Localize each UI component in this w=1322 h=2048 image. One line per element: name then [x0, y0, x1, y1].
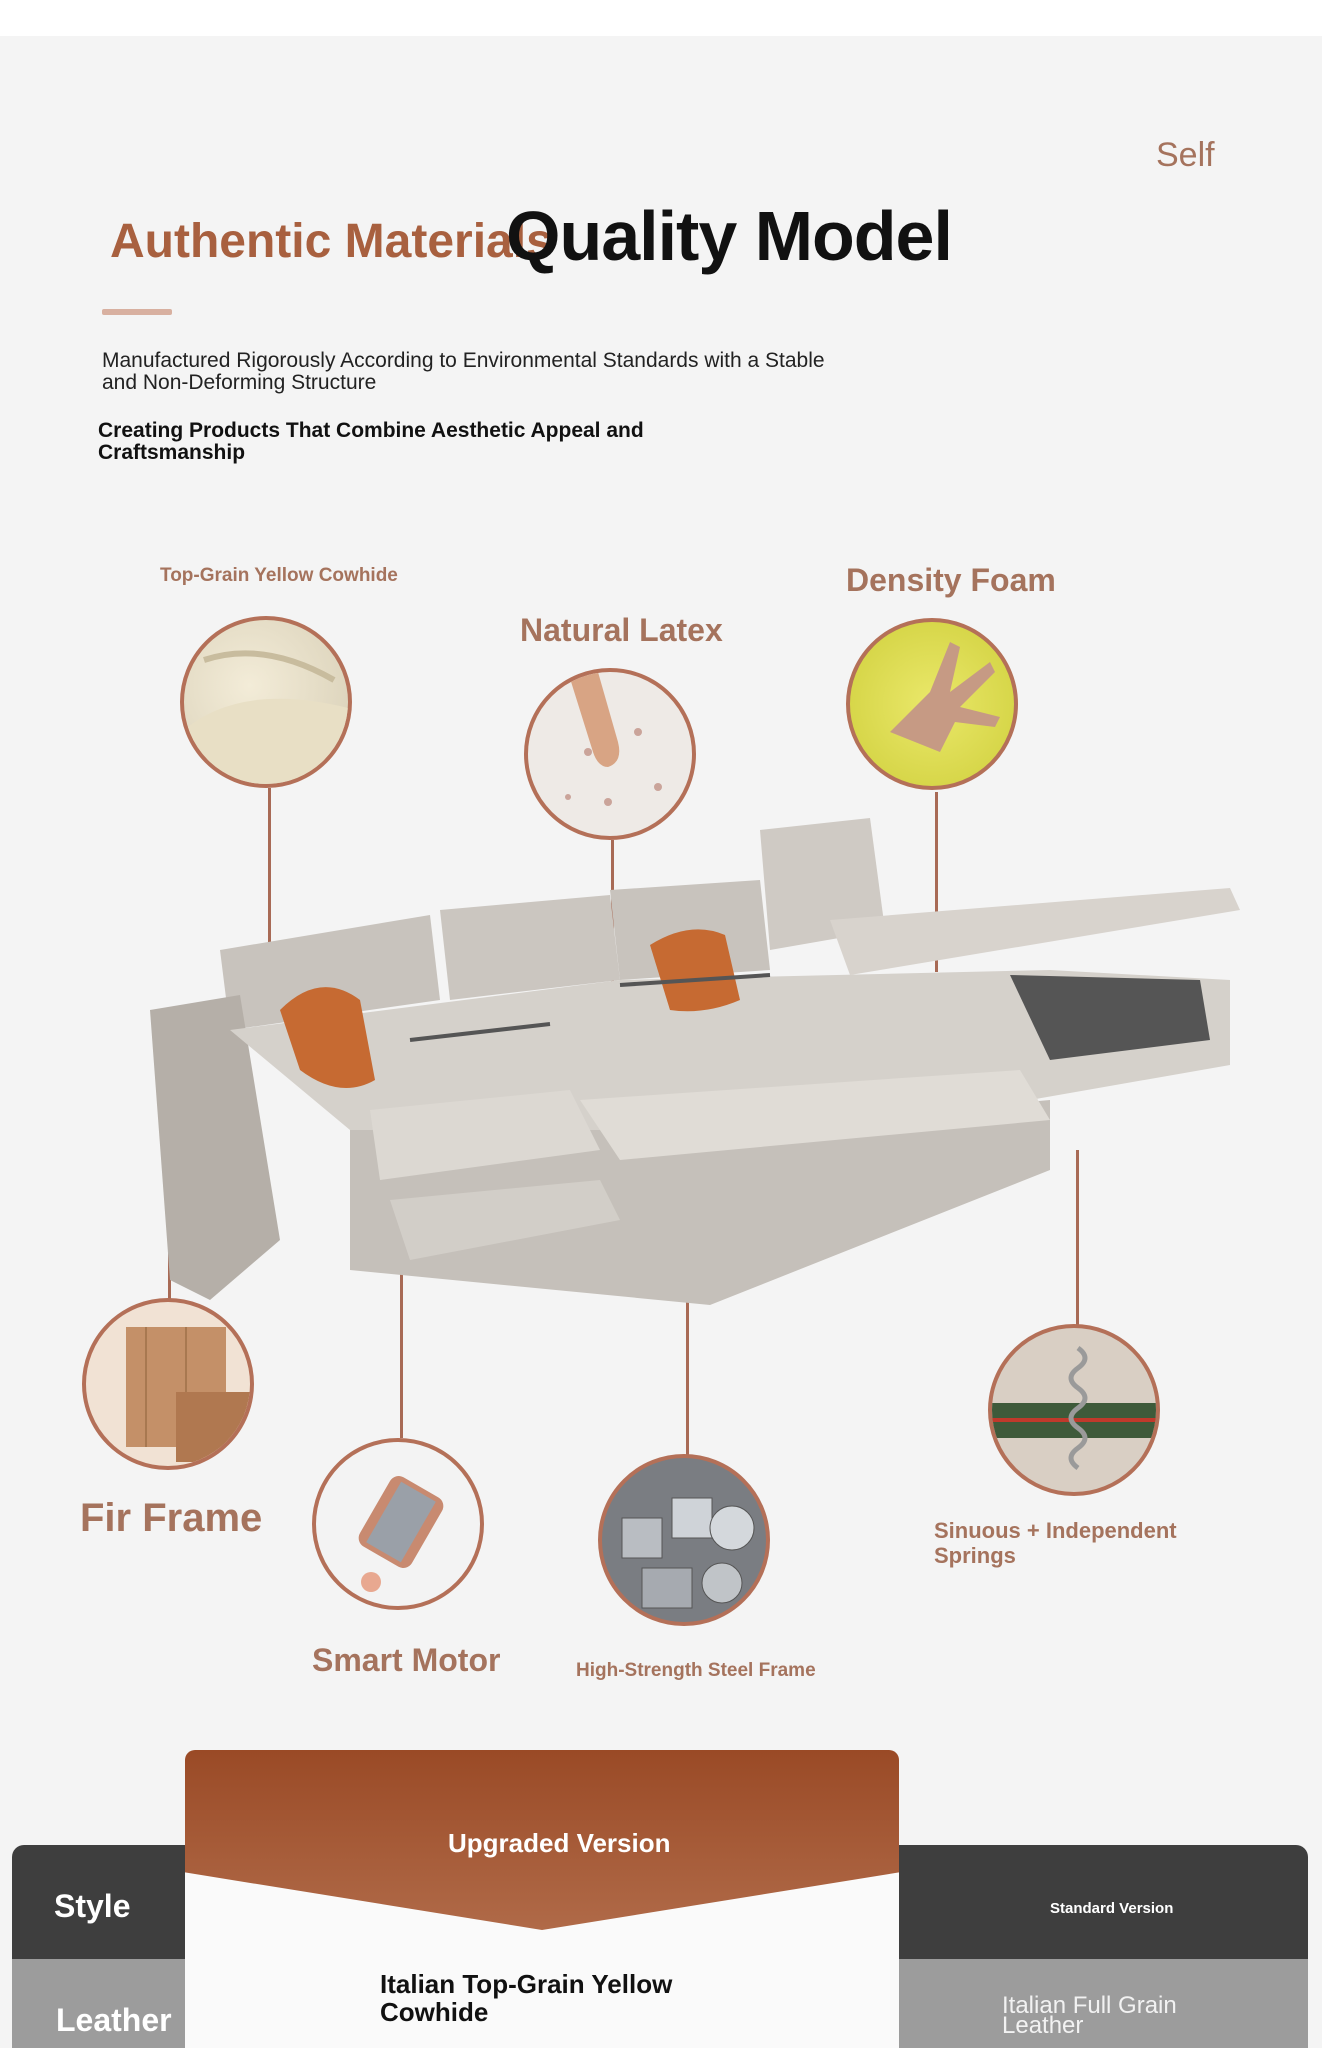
standard-version-header: Standard Version	[1050, 1900, 1174, 1917]
label-latex: Natural Latex	[520, 612, 723, 648]
label-fir-frame: Fir Frame	[80, 1496, 263, 1540]
steel-tubes-icon	[598, 1454, 770, 1626]
upgraded-version-header: Upgraded Version	[448, 1828, 671, 1858]
sofa-illustration	[150, 800, 1250, 1320]
wood-frame-icon	[82, 1298, 254, 1470]
page-title-right: Quality Model	[506, 197, 952, 275]
label-density-foam: Density Foam	[846, 562, 1056, 598]
springs-icon	[988, 1324, 1160, 1496]
row-label-leather: Leather	[56, 2002, 172, 2038]
label-springs: Sinuous + Independent Springs	[934, 1518, 1177, 1568]
title-underline	[102, 309, 172, 315]
standard-leather-value: Italian Full Grain Leather	[1002, 1992, 1177, 2039]
top-strip	[0, 0, 1322, 36]
subheading: Creating Products That Combine Aesthetic Appeal and Craftsmanship	[98, 419, 644, 464]
motor-icon	[312, 1438, 484, 1610]
leather-swatch-icon	[180, 616, 352, 788]
description: Manufactured Rigorously According to Environmental Standards with a Stable and Non-Deforming Structure	[102, 349, 825, 394]
brand-name: Self	[1156, 136, 1215, 174]
row-label-style: Style	[54, 1888, 131, 1924]
upgraded-leather-value: Italian Top-Grain Yellow Cowhide	[380, 1969, 673, 2027]
page-title-left: Authentic Materials	[110, 215, 553, 268]
yellow-foam-icon	[846, 618, 1018, 790]
label-cowhide: Top-Grain Yellow Cowhide	[160, 565, 398, 586]
label-steel-frame: High-Strength Steel Frame	[576, 1660, 816, 1681]
label-smart-motor: Smart Motor	[312, 1642, 501, 1678]
